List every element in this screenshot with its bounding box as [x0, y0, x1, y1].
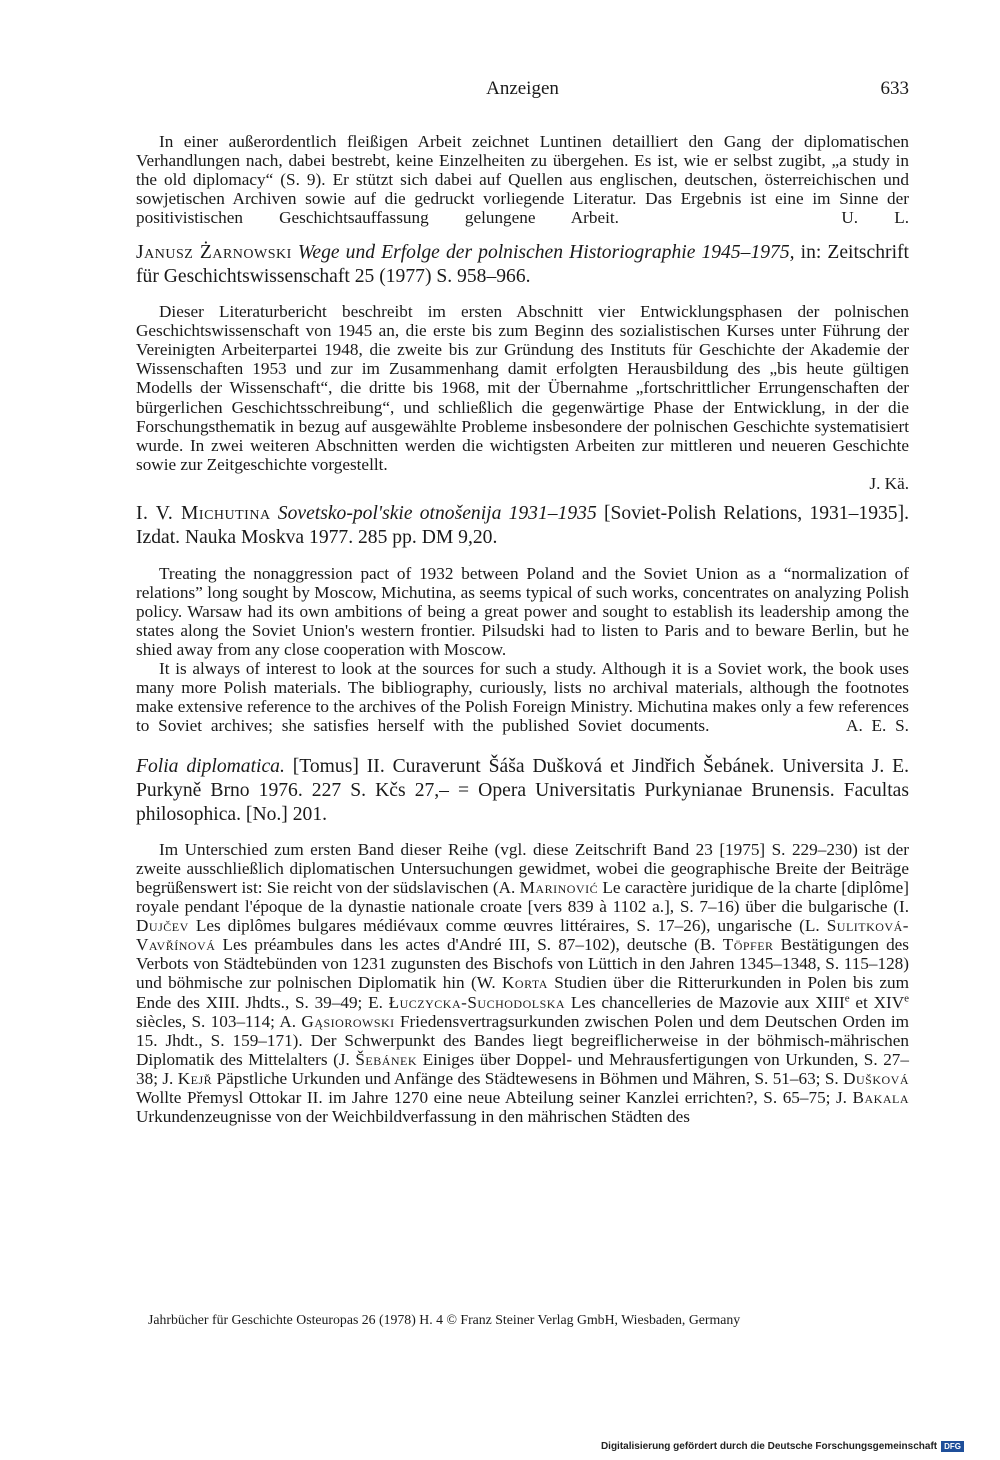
- review-text: et XIV: [849, 992, 905, 1012]
- author-name: Łuczycka-Suchodolska: [388, 992, 566, 1012]
- author-name: Kejř: [177, 1068, 213, 1088]
- author-name: Šebánek: [355, 1049, 418, 1069]
- entry-details: [Tomus] II. Curaverunt Šáša Dušková et Jindřich Šebánek. Universita J. E. Purkyně Brno 1976. 227 S. Kčs 27,– = Opera Universitatis Purkynianae Brunensis. Facultas philosophica. [No.] 201.: [136, 756, 910, 826]
- entry-author: I. V. Michutina: [136, 503, 271, 524]
- author-name: Gąsiorowski: [301, 1011, 395, 1031]
- digitization-text: Digitalisierung gefördert durch die Deutsche Forschungsgemeinschaft: [600, 1441, 938, 1452]
- review-text: Studien über die Ritterurkunden in Polen bis zum Ende des XIII. Jhdts., S. 39–49; E.: [136, 973, 909, 1012]
- review-text: In einer außerordentlich fleißigen Arbeit zeichnet Luntinen detailliert den Gang der diplomatischen Verhandlungen nach, dabei bestrebt, keine Einzelheiten zu übergehen. Es ist, wie er selbst zugibt, „a study in the old diplomacy“ (S. 9). Er stützt sich dabei auf Quellen aus englischen, deutschen, österreichischen und sowjetischen Archiven sowie auf die gedruckt vorliegende Literatur. Das Ergebnis ist eine im Sinne der positivistischen Geschichtsauffassung gelungene Arbeit.: [136, 132, 909, 228]
- digitization-notice: [601, 1441, 964, 1452]
- author-name: Bakala: [852, 1088, 909, 1108]
- review-text: Urkundenzeugnisse von der Weichbildverfassung in den mährischen Städten des: [136, 1107, 690, 1127]
- review-luntinen: [136, 132, 909, 227]
- review-text: Bestätigungen des Verbots von Städtebünden von 1231 zugunsten des Bischofs von Lüttich in den Jahren 1345–1348, S. 115–128) und böhmische zur polnischen Diplomatik hin (W.: [136, 935, 910, 993]
- author-name: Dušková: [843, 1068, 910, 1088]
- review-text: Les diplômes bulgares médiévaux comme œuvres littéraires, S. 17–26), ungarische (L.: [188, 916, 827, 936]
- review-text: Dieser Literaturbericht beschreibt im ersten Abschnitt vier Entwicklungsphasen der polnischen Geschichtswissenschaft von 1945 an, die erste bis zum Beginn des sozialistischen Kurses unter Führung der Vereinigten Arbeiterpartei 1948, die zweite bis zur Gründung des Instituts für Geschichte der Akademie der Wissenschaften 1953 und zur im Zusammenhang damit erfolgten Herausbildung des „bis heute gültigen Modells der Wissenschaft“, die dritte bis 1968, mit der Übernahme „fortschrittlicher Errungenschaften der bürgerlichen Geschichtsschreibung“, und schließlich die gegenwärtige Phase der Entwicklung, in der die Forschungsthematik in bezug auf ausgewählte Probleme insbesondere der polnischen Geschichte systematisiert wurde. In zwei weiteren Abschnitten werden die wichtigsten Arbeiten zur mittleren und neueren Geschichte sowie zur Zeitgeschichte vorgestellt.: [136, 302, 909, 474]
- author-name: Marinović: [519, 878, 599, 898]
- review-text: Les préambules dans les actes d'André III, S. 87–102), deutsche (B.: [215, 935, 723, 955]
- bibliographic-entry-michutina: [136, 502, 909, 550]
- review-text: Treating the nonaggression pact of 1932 between Poland and the Soviet Union as a “normalization of relations” long sought by Moscow, Michutina, as seems typical of such works, concentrates on analyzing Polish policy. Warsaw had its own ambitions of being a great power and sought to establish its leadership among the states along the Soviet Union's western frontier. Pilsudski had to listen to Paris and to beware Berlin, but he shied away from any close cooperation with Moscow.: [136, 563, 909, 659]
- review-michutina-paragraph-2: [136, 659, 909, 735]
- review-text: Les chancelleries de Mazovie aux XIII: [565, 992, 845, 1012]
- dfg-logo: DFG: [941, 1441, 964, 1452]
- review-michutina-paragraph-1: [136, 564, 909, 659]
- author-name: Dujčev: [136, 916, 189, 936]
- review-text: Wollte Přemysl Ottokar II. im Jahre 1270 eine neue Abteilung seiner Kanzlei errichten?, S. 65–75; J.: [136, 1088, 853, 1108]
- entry-author: Janusz Żarnowski: [136, 242, 292, 264]
- reviewer-signature: J. Kä.: [869, 473, 909, 493]
- author-name: Töpfer: [722, 935, 774, 955]
- review-folia-diplomatica: [136, 840, 909, 1126]
- review-zarnowski: [136, 302, 909, 474]
- reviewer-signature: U. L.: [841, 208, 909, 228]
- reviewer-signature: A. E. S.: [846, 716, 909, 736]
- header-title: Anzeigen: [486, 78, 559, 99]
- author-name: Korta: [502, 973, 548, 993]
- review-text: It is always of interest to look at the sources for such a study. Although it is a Soviet work, the book uses many more Polish materials. The bibliography, curiously, lists no archival materials, although the footnotes make extensive reference to the archives of the Polish Foreign Ministry. Michutina makes only a few references to Soviet archives; she satisfies herself with the published Soviet documents.: [136, 659, 909, 736]
- page-number: 633: [880, 78, 909, 99]
- page-content: [136, 78, 909, 1126]
- entry-title: Sovetsko-pol'skie otnošenija 1931–1935: [277, 503, 597, 524]
- superscript: e: [904, 991, 910, 1004]
- review-text: Einiges über Doppel- und Mehrausfertigungen von Urkunden, S. 27–38; J.: [136, 1049, 909, 1088]
- superscript: e: [844, 991, 850, 1004]
- entry-title: Folia diplomatica.: [136, 756, 285, 778]
- bibliographic-entry-zarnowski: [136, 241, 909, 289]
- entry-title: Wege und Erfolge der polnischen Historiographie 1945–1975,: [297, 242, 795, 264]
- review-text: siècles, S. 103–114; A.: [136, 1011, 302, 1031]
- entry-details: in: Zeitschrift für Geschichtswissenschaft 25 (1977) S. 958–966.: [136, 242, 909, 288]
- review-text: Päpstliche Urkunden und Anfänge des Städtewesens in Böhmen und Mähren, S. 51–63; S.: [212, 1068, 844, 1088]
- review-text: Le caractère juridique de la charte [diplôme] royale pendant l'époque de la dynastie nationale croate [vers 839 à 1102 a.], S. 7–16) über die bulgarische (I.: [136, 878, 909, 917]
- review-text: Im Unterschied zum ersten Band dieser Reihe (vgl. diese Zeitschrift Band 23 [1975] S. 229–230) ist der zweite ausschließlich diplomatischen Untersuchungen gewidmet, wobei die geographische Breite der Beiträge begrüßenswert ist: Sie reicht von der südslavischen (A.: [136, 839, 909, 898]
- bibliographic-entry-folia-diplomatica: [136, 755, 909, 826]
- author-name: Sulitková-Vavřínová: [136, 916, 909, 955]
- journal-footer: Jahrbücher für Geschichte Osteuropas 26 (1978) H. 4 © Franz Steiner Verlag GmbH, Wiesbaden, Germany: [148, 1312, 741, 1327]
- review-text: Friedensvertragsurkunden zwischen Polen und dem Deutschen Orden im 15. Jhdt., S. 159–171). Der Schwerpunkt des Bandes liegt begreiflicherweise in der böhmisch-mährischen Diplomatik des Mittelalters (J.: [136, 1011, 909, 1069]
- running-header: [136, 78, 909, 106]
- entry-details: [Soviet-Polish Relations, 1931–1935]. Izdat. Nauka Moskva 1977. 285 pp. DM 9,20.: [136, 503, 910, 548]
